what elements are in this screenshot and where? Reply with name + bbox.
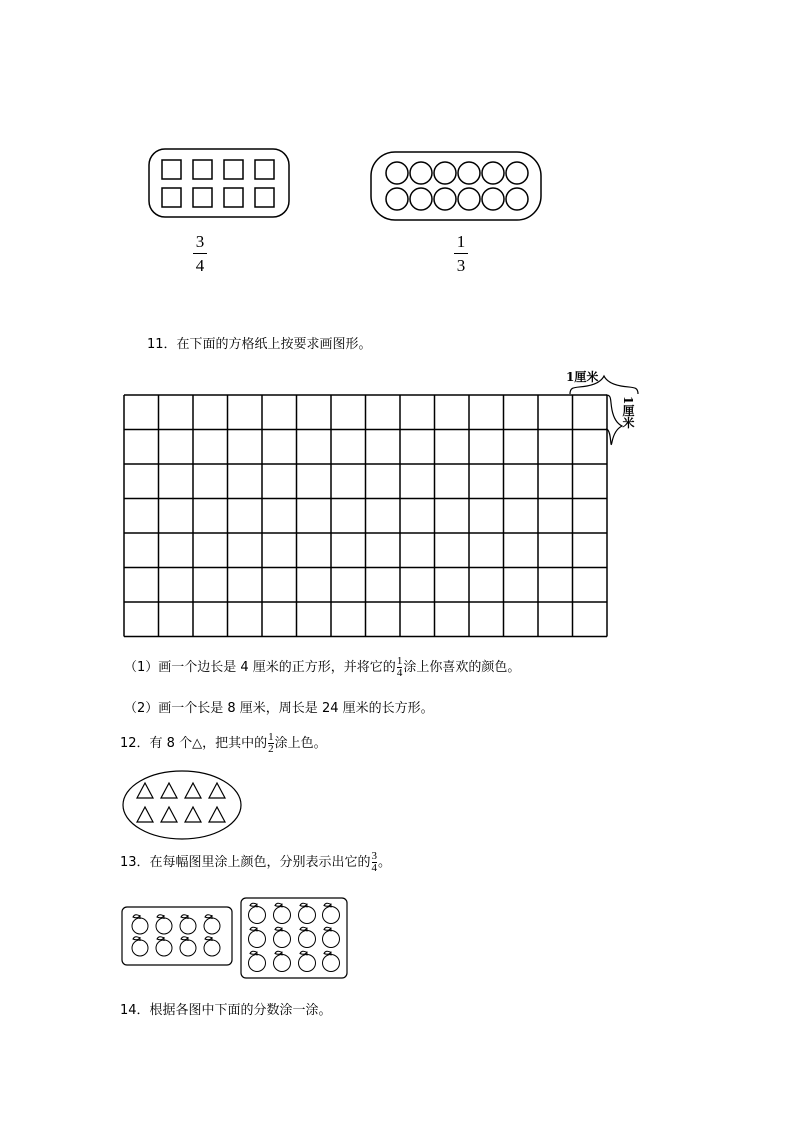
grid-paper[interactable] (120, 366, 650, 638)
apple-icon (249, 951, 266, 971)
question-11-sub-1 (124, 656, 520, 679)
circle-shape (506, 162, 528, 184)
apple-icon (323, 951, 340, 971)
triangle-shape (137, 807, 153, 822)
fraction-numerator: 1 (396, 655, 403, 667)
fraction-numerator: 1 (268, 731, 274, 743)
apple-icon (180, 915, 196, 934)
circle-shape (506, 188, 528, 210)
question-12-text (120, 732, 327, 755)
q12-fraction (268, 732, 274, 755)
fraction-numerator: 3 (371, 850, 378, 862)
triangle-shape (161, 807, 177, 822)
apple-icon (180, 937, 196, 956)
question-11-text: 11．在下面的方格纸上按要求画图形。 (147, 337, 372, 352)
circle-shape (482, 188, 504, 210)
sub1-suffix: 涂上你喜欢的颜色。 (403, 660, 521, 675)
q12-suffix: 涂上色。 (274, 736, 327, 751)
side-brace (606, 395, 622, 445)
grid-label-side: 1厘米 (621, 396, 635, 429)
circle-shape (410, 162, 432, 184)
apple-icon (132, 915, 148, 934)
q13-suffix: 。 (378, 855, 392, 870)
apple-icon (323, 927, 340, 947)
apple-icon (323, 903, 340, 923)
apple-icon (156, 915, 172, 934)
apple-icon (249, 927, 266, 947)
circles-fraction (454, 233, 468, 274)
circle-shape (434, 188, 456, 210)
apple-icon (132, 937, 148, 956)
apple-icon (249, 903, 266, 923)
apple-icon (274, 927, 291, 947)
circle-shape (434, 162, 456, 184)
squares-container-figure (148, 148, 290, 218)
fraction-denominator: 3 (456, 256, 466, 275)
apple-icon (204, 915, 220, 934)
apple-icon (204, 937, 220, 956)
square-shape (162, 188, 181, 207)
question-11-sub-2: （2）画一个长是 8 厘米，周长是 24 厘米的长方形。 (124, 701, 434, 716)
apple-icon (299, 903, 316, 923)
triangle-shape (161, 783, 177, 798)
square-shape (193, 188, 212, 207)
triangles-oval-figure (121, 769, 243, 841)
squares-fraction (193, 233, 207, 274)
apple-icon (274, 951, 291, 971)
sub1-fraction (397, 656, 403, 679)
square-shape (193, 160, 212, 179)
circle-shape (386, 162, 408, 184)
fraction-denominator: 4 (195, 256, 205, 275)
fraction-numerator: 1 (456, 232, 466, 251)
circle-shape (458, 162, 480, 184)
apples-box-8 (121, 906, 233, 966)
apple-icon (299, 927, 316, 947)
circle-shape (482, 162, 504, 184)
question-14-text: 14．根据各图中下面的分数涂一涂。 (120, 1003, 332, 1018)
triangle-shape (209, 783, 225, 798)
triangle-shape (137, 783, 153, 798)
square-shape (255, 188, 274, 207)
q12-prefix: 12．有 8 个△，把其中的 (120, 736, 268, 751)
square-shape (162, 160, 181, 179)
fraction-bar (454, 253, 468, 254)
square-shape (224, 160, 243, 179)
fraction-denominator: 4 (371, 862, 378, 874)
apple-icon (156, 937, 172, 956)
circle-shape (410, 188, 432, 210)
circle-shape (386, 188, 408, 210)
apples-box-12 (240, 897, 348, 979)
question-13-text (120, 851, 391, 874)
fraction-bar (193, 253, 207, 254)
circles-container-figure (370, 151, 542, 221)
fraction-numerator: 3 (195, 232, 205, 251)
square-shape (255, 160, 274, 179)
square-shape (224, 188, 243, 207)
q13-fraction (372, 851, 378, 874)
apple-icon (274, 903, 291, 923)
apple-icon (299, 951, 316, 971)
circle-shape (458, 188, 480, 210)
grid-label-top: 1厘米 (566, 370, 599, 384)
triangle-shape (185, 807, 201, 822)
triangle-shape (209, 807, 225, 822)
fraction-denominator: 4 (396, 667, 403, 679)
q13-prefix: 13．在每幅图里涂上颜色，分别表示出它的 (120, 855, 371, 870)
fraction-denominator: 2 (268, 743, 274, 755)
triangle-shape (185, 783, 201, 798)
sub1-prefix: （1）画一个边长是 4 厘米的正方形，并将它的 (124, 660, 396, 675)
